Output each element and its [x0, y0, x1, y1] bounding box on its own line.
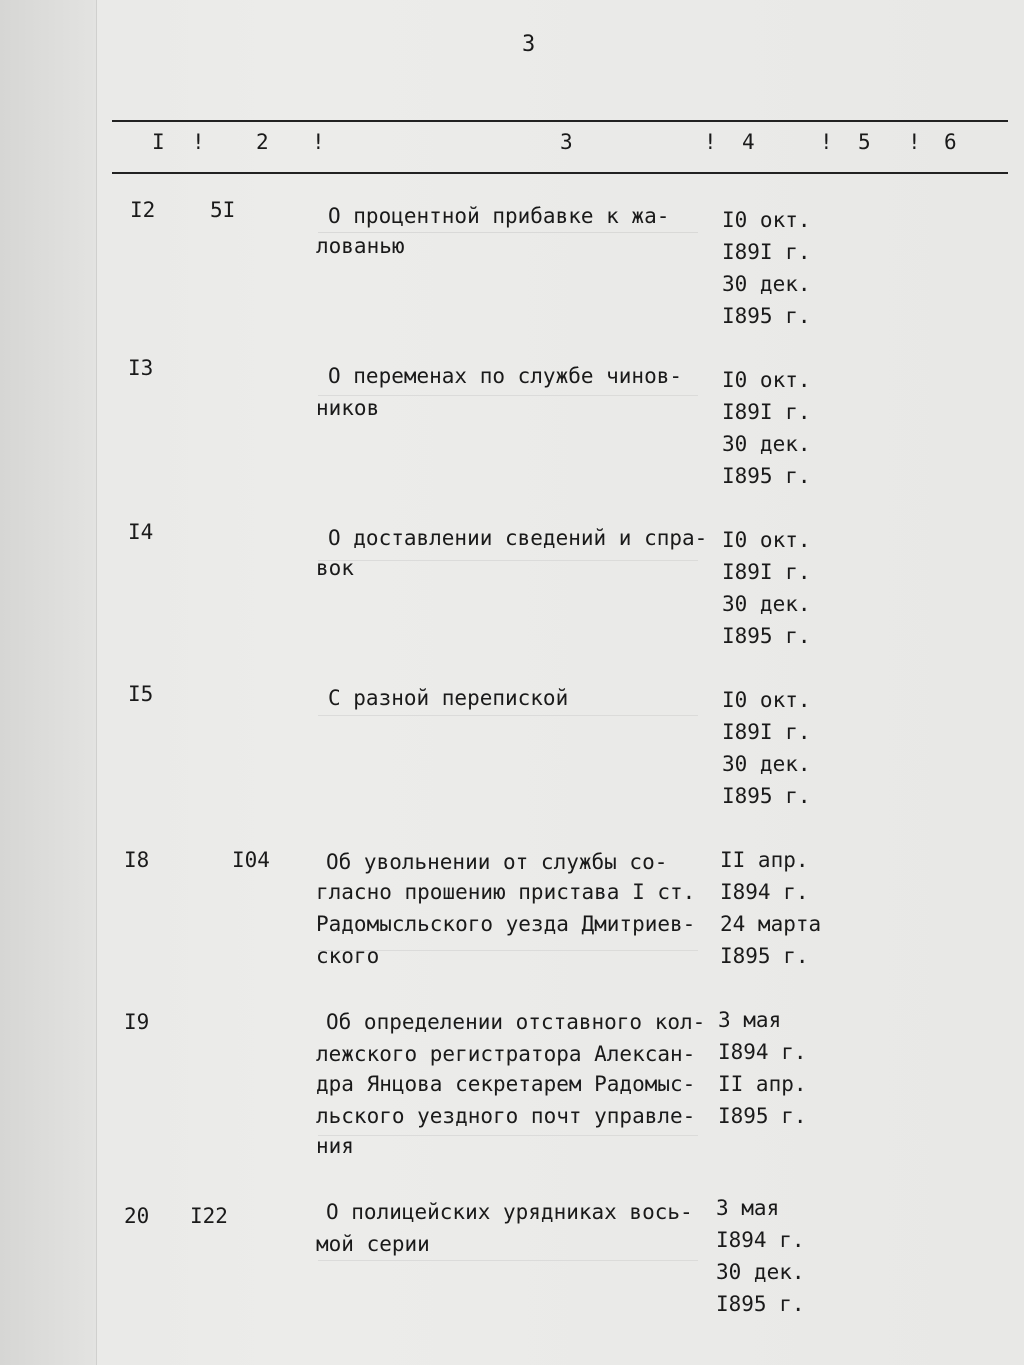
row-reference: I22 — [190, 1204, 228, 1228]
column-header-1: I — [152, 130, 165, 154]
row-date: I89I г. — [722, 240, 811, 264]
row-title-line: О доставлении сведений и спра- — [328, 526, 708, 550]
row-date: I894 г. — [718, 1040, 807, 1064]
column-header-5: 5 — [858, 130, 871, 154]
row-date: I895 г. — [718, 1104, 807, 1128]
row-title-line: лованью — [316, 234, 405, 258]
row-title-line: лежского регистратора Алексан- — [316, 1042, 696, 1066]
row-date: I895 г. — [722, 304, 811, 328]
row-date: 30 дек. — [722, 592, 811, 616]
row-date: 24 марта — [720, 912, 822, 936]
row-date: I895 г. — [720, 944, 809, 968]
row-date: I895 г. — [722, 784, 811, 808]
row-title-line: ния — [316, 1134, 354, 1158]
row-title-line: льского уездного почт управле- — [316, 1104, 696, 1128]
row-date: 3 мая — [718, 1008, 782, 1032]
row-date: I894 г. — [720, 880, 809, 904]
row-date: I0 окт. — [722, 688, 811, 712]
row-title-line: мой серии — [316, 1232, 430, 1256]
row-date: I89I г. — [722, 400, 811, 424]
page-margin — [0, 0, 97, 1365]
row-number: I2 — [130, 198, 156, 222]
row-title-line: С разной перепиской — [328, 686, 569, 710]
row-date: 30 дек. — [716, 1260, 805, 1284]
row-title-line: вок — [316, 556, 354, 580]
row-title-line: Об определении отставного кол- — [326, 1010, 706, 1034]
column-separator: ! — [192, 130, 205, 154]
bleed-through-shadow — [318, 1135, 698, 1186]
row-date: 3 мая — [716, 1196, 780, 1220]
row-date: 30 дек. — [722, 752, 811, 776]
column-header-2: 2 — [256, 130, 269, 154]
row-reference: 5I — [210, 198, 236, 222]
header-top-rule — [112, 120, 1008, 122]
column-separator: ! — [908, 130, 921, 154]
column-separator: ! — [704, 130, 717, 154]
column-header-6: 6 — [944, 130, 957, 154]
row-date: 30 дек. — [722, 272, 811, 296]
bleed-through-shadow — [318, 1260, 698, 1291]
row-date: I89I г. — [722, 560, 811, 584]
page-number: 3 — [522, 32, 536, 57]
column-header-3: 3 — [560, 130, 573, 154]
row-date: I0 окт. — [722, 528, 811, 552]
header-bottom-rule — [112, 172, 1008, 174]
row-date: II апр. — [720, 848, 809, 872]
row-number: I9 — [124, 1010, 150, 1034]
row-number: I8 — [124, 848, 150, 872]
row-date: I0 окт. — [722, 208, 811, 232]
row-title-line: Об увольнении от службы со- — [326, 850, 668, 874]
row-title-line: О переменах по службе чинов- — [328, 364, 683, 388]
row-number: I5 — [128, 682, 154, 706]
row-date: I895 г. — [716, 1292, 805, 1316]
row-date: 30 дек. — [722, 432, 811, 456]
column-separator: ! — [820, 130, 833, 154]
row-number: 20 — [124, 1204, 150, 1228]
row-title-line: ников — [316, 396, 380, 420]
bleed-through-shadow — [318, 715, 698, 836]
row-date: II апр. — [718, 1072, 807, 1096]
row-reference: I04 — [232, 848, 270, 872]
row-title-line: Радомысльского уезда Дмитриев- — [316, 912, 696, 936]
row-title-line: О процентной прибавке к жа- — [328, 204, 670, 228]
row-number: I3 — [128, 356, 154, 380]
row-date: I89I г. — [722, 720, 811, 744]
column-header-4: 4 — [742, 130, 755, 154]
row-date: I0 окт. — [722, 368, 811, 392]
bleed-through-shadow — [318, 560, 698, 641]
row-number: I4 — [128, 520, 154, 544]
row-title-line: дра Янцова секретарем Радомыс- — [316, 1072, 696, 1096]
row-title-line: ского — [316, 944, 380, 968]
row-date: I895 г. — [722, 624, 811, 648]
column-separator: ! — [312, 130, 325, 154]
row-title-line: О полицейских урядниках вось- — [326, 1200, 693, 1224]
row-title-line: гласно прошению пристава I ст. — [316, 880, 696, 904]
row-date: I895 г. — [722, 464, 811, 488]
row-date: I894 г. — [716, 1228, 805, 1252]
